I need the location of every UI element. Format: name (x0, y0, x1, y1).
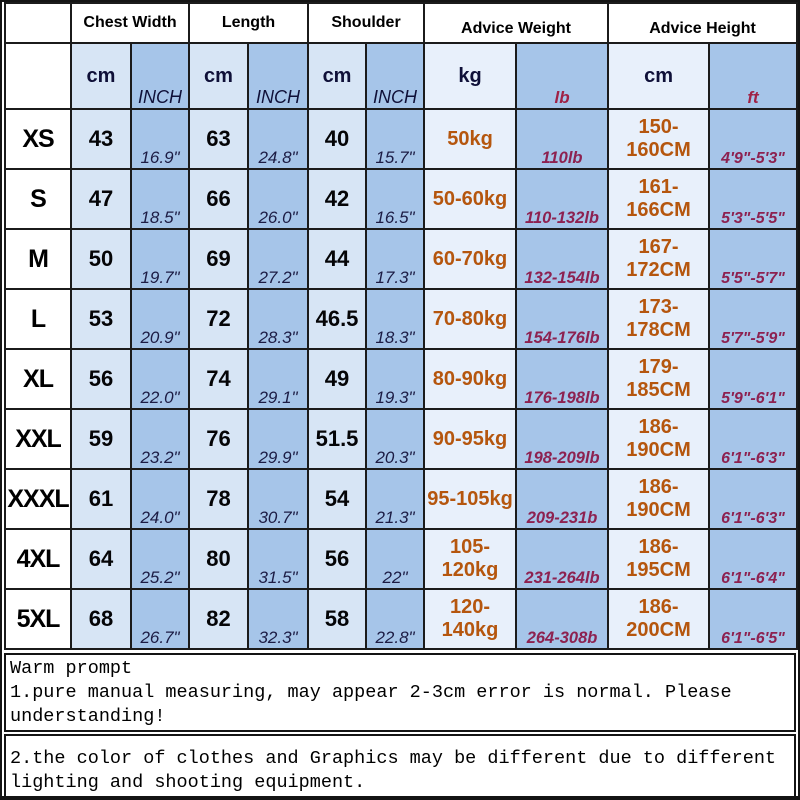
length-inch-value: 26.0" (248, 169, 308, 229)
length-cm-value: 76 (189, 409, 248, 469)
chest-inch-value: 26.7" (131, 589, 189, 649)
group-header-advice-weight: Advice Weight (424, 3, 608, 43)
weight-kg-value: 80-90kg (424, 349, 516, 409)
shoulder-cm-value: 51.5 (308, 409, 366, 469)
unit-height-cm: cm (608, 43, 709, 109)
group-header-row (5, 3, 797, 43)
size-label: XXXL (5, 469, 71, 529)
length-inch-value: 28.3" (248, 289, 308, 349)
unit-weight-kg: kg (424, 43, 516, 109)
shoulder-cm-value: 56 (308, 529, 366, 589)
length-cm-value: 69 (189, 229, 248, 289)
group-header-chest-width: Chest Width (71, 3, 189, 43)
length-cm-value: 80 (189, 529, 248, 589)
shoulder-inch-value: 19.3" (366, 349, 424, 409)
size-label: 4XL (5, 529, 71, 589)
note1-line2: understanding! (10, 706, 166, 727)
table-row-xxl (5, 409, 797, 469)
length-inch-value: 24.8" (248, 109, 308, 169)
height-cm-value: 167-172CM (608, 229, 709, 289)
chest-inch-value: 20.9" (131, 289, 189, 349)
weight-kg-value: 50kg (424, 109, 516, 169)
unit-length-inch: INCH (248, 43, 308, 109)
size-chart-table (4, 2, 798, 650)
length-cm-value: 72 (189, 289, 248, 349)
length-cm-value: 66 (189, 169, 248, 229)
chest-cm-value: 43 (71, 109, 131, 169)
weight-kg-value: 120-140kg (424, 589, 516, 649)
size-label: S (5, 169, 71, 229)
chest-cm-value: 59 (71, 409, 131, 469)
unit-shoulder-inch: INCH (366, 43, 424, 109)
height-ft-value: 5'3"-5'5" (709, 169, 797, 229)
group-header-length: Length (189, 3, 308, 43)
chest-inch-value: 24.0" (131, 469, 189, 529)
chest-inch-value: 18.5" (131, 169, 189, 229)
size-label: 5XL (5, 589, 71, 649)
shoulder-inch-value: 21.3" (366, 469, 424, 529)
weight-kg-value: 60-70kg (424, 229, 516, 289)
corner-cell (5, 3, 71, 43)
table-row-xxxl (5, 469, 797, 529)
table-row-m (5, 229, 797, 289)
size-label: XXL (5, 409, 71, 469)
chest-inch-value: 25.2" (131, 529, 189, 589)
length-inch-value: 29.9" (248, 409, 308, 469)
height-ft-value: 4'9"-5'3" (709, 109, 797, 169)
table-row-5xl (5, 589, 797, 649)
shoulder-inch-value: 17.3" (366, 229, 424, 289)
weight-kg-value: 105-120kg (424, 529, 516, 589)
shoulder-cm-value: 44 (308, 229, 366, 289)
shoulder-inch-value: 15.7" (366, 109, 424, 169)
shoulder-cm-value: 54 (308, 469, 366, 529)
warm-prompt-box (4, 653, 796, 732)
length-cm-value: 74 (189, 349, 248, 409)
length-inch-value: 27.2" (248, 229, 308, 289)
size-header-cell (5, 43, 71, 109)
chest-cm-value: 53 (71, 289, 131, 349)
group-header-shoulder: Shoulder (308, 3, 424, 43)
unit-header-row (5, 43, 797, 109)
weight-kg-value: 70-80kg (424, 289, 516, 349)
height-ft-value: 5'7"-5'9" (709, 289, 797, 349)
shoulder-inch-value: 22.8" (366, 589, 424, 649)
weight-lb-value: 209-231b (516, 469, 608, 529)
chest-cm-value: 47 (71, 169, 131, 229)
weight-kg-value: 50-60kg (424, 169, 516, 229)
table-row-xl (5, 349, 797, 409)
weight-lb-value: 231-264lb (516, 529, 608, 589)
group-header-advice-height: Advice Height (608, 3, 797, 43)
note2-line2: lighting and shooting equipment. (10, 772, 366, 793)
shoulder-inch-value: 20.3" (366, 409, 424, 469)
shoulder-cm-value: 40 (308, 109, 366, 169)
chest-inch-value: 23.2" (131, 409, 189, 469)
weight-lb-value: 110lb (516, 109, 608, 169)
shoulder-cm-value: 46.5 (308, 289, 366, 349)
table-row-s (5, 169, 797, 229)
height-ft-value: 6'1"-6'5" (709, 589, 797, 649)
length-inch-value: 29.1" (248, 349, 308, 409)
chest-cm-value: 68 (71, 589, 131, 649)
height-cm-value: 150-160CM (608, 109, 709, 169)
height-cm-value: 179-185CM (608, 349, 709, 409)
length-cm-value: 82 (189, 589, 248, 649)
note1-line1: 1.pure manual measuring, may appear 2-3cm error is normal. Please (10, 682, 732, 703)
unit-chest-cm: cm (71, 43, 131, 109)
height-ft-value: 6'1"-6'3" (709, 409, 797, 469)
table-row-xs (5, 109, 797, 169)
weight-lb-value: 198-209lb (516, 409, 608, 469)
warm-prompt-title: Warm prompt (10, 658, 133, 679)
height-cm-value: 186-195CM (608, 529, 709, 589)
table-row-l (5, 289, 797, 349)
weight-kg-value: 95-105kg (424, 469, 516, 529)
shoulder-inch-value: 16.5" (366, 169, 424, 229)
weight-lb-value: 110-132lb (516, 169, 608, 229)
chest-inch-value: 19.7" (131, 229, 189, 289)
table-row-4xl (5, 529, 797, 589)
chest-cm-value: 64 (71, 529, 131, 589)
note2-box (4, 734, 796, 798)
height-ft-value: 5'5"-5'7" (709, 229, 797, 289)
size-label: XS (5, 109, 71, 169)
shoulder-inch-value: 22" (366, 529, 424, 589)
length-inch-value: 32.3" (248, 589, 308, 649)
height-ft-value: 5'9"-6'1" (709, 349, 797, 409)
unit-weight-lb: lb (516, 43, 608, 109)
height-cm-value: 173-178CM (608, 289, 709, 349)
weight-lb-value: 132-154lb (516, 229, 608, 289)
weight-lb-value: 154-176lb (516, 289, 608, 349)
unit-height-ft: ft (709, 43, 797, 109)
unit-chest-inch: INCH (131, 43, 189, 109)
unit-length-cm: cm (189, 43, 248, 109)
weight-lb-value: 264-308b (516, 589, 608, 649)
chest-inch-value: 22.0" (131, 349, 189, 409)
length-inch-value: 30.7" (248, 469, 308, 529)
chest-cm-value: 50 (71, 229, 131, 289)
unit-shoulder-cm: cm (308, 43, 366, 109)
shoulder-cm-value: 58 (308, 589, 366, 649)
chest-cm-value: 56 (71, 349, 131, 409)
weight-kg-value: 90-95kg (424, 409, 516, 469)
length-cm-value: 78 (189, 469, 248, 529)
length-cm-value: 63 (189, 109, 248, 169)
height-cm-value: 186-190CM (608, 409, 709, 469)
weight-lb-value: 176-198lb (516, 349, 608, 409)
shoulder-cm-value: 42 (308, 169, 366, 229)
shoulder-cm-value: 49 (308, 349, 366, 409)
length-inch-value: 31.5" (248, 529, 308, 589)
chest-inch-value: 16.9" (131, 109, 189, 169)
height-ft-value: 6'1"-6'4" (709, 529, 797, 589)
shoulder-inch-value: 18.3" (366, 289, 424, 349)
note2-line1: 2.the color of clothes and Graphics may be different due to different (10, 748, 777, 769)
size-label: L (5, 289, 71, 349)
chest-cm-value: 61 (71, 469, 131, 529)
size-label: XL (5, 349, 71, 409)
height-cm-value: 186-200CM (608, 589, 709, 649)
size-label: M (5, 229, 71, 289)
height-cm-value: 161-166CM (608, 169, 709, 229)
height-ft-value: 6'1"-6'3" (709, 469, 797, 529)
height-cm-value: 186-190CM (608, 469, 709, 529)
